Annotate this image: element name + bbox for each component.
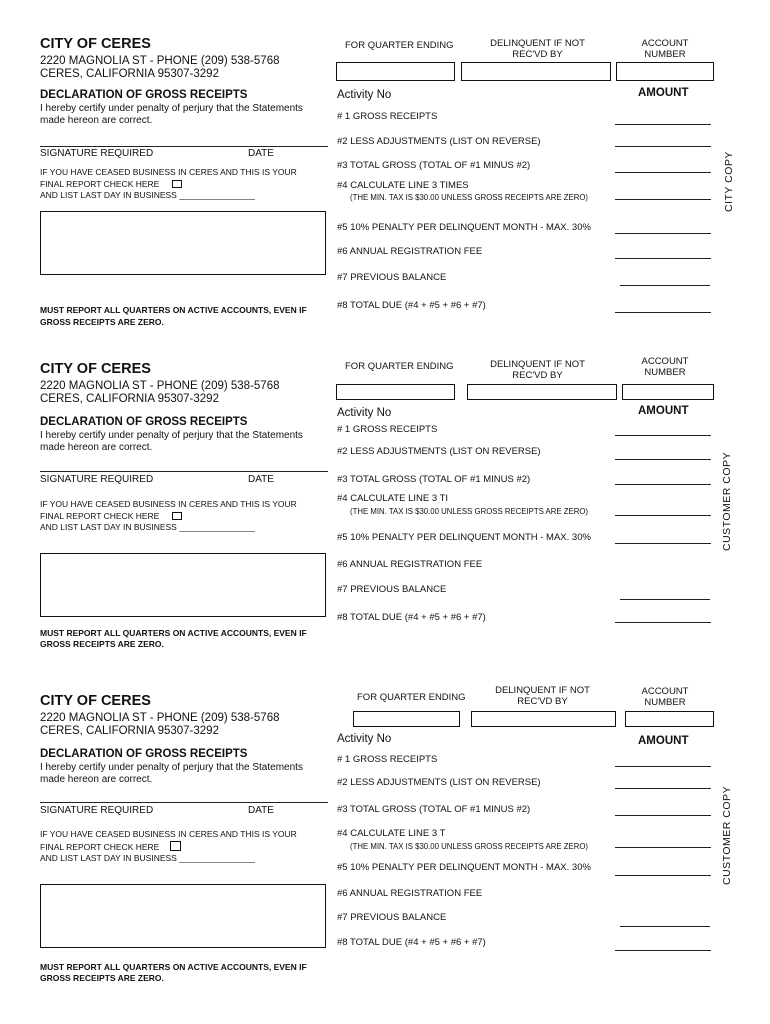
address-line-2: CERES, CALIFORNIA 95307-3292 <box>40 725 219 737</box>
copy-label: CUSTOMER COPY <box>721 785 733 885</box>
account-number-field[interactable] <box>625 711 714 727</box>
declaration-heading: DECLARATION OF GROSS RECEIPTS <box>40 748 248 760</box>
ceased-text-2: FINAL REPORT CHECK HERE <box>40 179 160 189</box>
delinquent-date-field[interactable] <box>467 384 617 400</box>
ceased-text-3: AND LIST LAST DAY IN BUSINESS ________________ <box>40 190 255 200</box>
account-number-field[interactable] <box>616 62 714 81</box>
signature-label: SIGNATURE REQUIRED <box>40 148 154 159</box>
quarter-ending-label: FOR QUARTER ENDING <box>345 40 454 51</box>
line-8-amount-field[interactable] <box>615 622 711 623</box>
ceased-text-3: AND LIST LAST DAY IN BUSINESS ________________ <box>40 853 255 863</box>
line-8-total-due: #8 TOTAL DUE (#4 + #5 + #6 + #7) <box>337 300 486 311</box>
line-5-penalty: #5 10% PENALTY PER DELINQUENT MONTH - MAX. 30% <box>337 532 591 543</box>
line-7-previous-balance: #7 PREVIOUS BALANCE <box>337 912 447 923</box>
activity-no-label: Activity No <box>337 89 392 101</box>
line-5-amount-field[interactable] <box>615 233 711 234</box>
delinquent-date-field[interactable] <box>461 62 611 81</box>
customer-copy-form-1 <box>0 325 770 660</box>
line-7-amount-field[interactable] <box>620 285 710 286</box>
delinquent-label-1: DELINQUENT IF NOT <box>490 359 585 370</box>
line-7-amount-field[interactable] <box>620 926 710 927</box>
delinquent-date-field[interactable] <box>471 711 616 727</box>
line-8-amount-field[interactable] <box>615 312 711 313</box>
signature-line[interactable] <box>40 802 328 803</box>
final-report-checkbox[interactable] <box>170 841 181 851</box>
quarter-ending-label: FOR QUARTER ENDING <box>357 692 466 703</box>
quarter-ending-field[interactable] <box>353 711 460 727</box>
final-report-checkbox[interactable] <box>172 512 182 520</box>
quarter-ending-field[interactable] <box>336 384 455 400</box>
certify-text-1: I hereby certify under penalty of perjury that the Statements <box>40 762 303 773</box>
must-report-text-2: GROSS RECEIPTS ARE ZERO. <box>40 639 164 649</box>
line-4-min-tax-note: (THE MIN. TAX IS $30.00 UNLESS GROSS RECEIPTS ARE ZERO) <box>350 842 589 851</box>
delinquent-label-1: DELINQUENT IF NOT <box>490 38 585 49</box>
line-4-min-tax-note: (THE MIN. TAX IS $30.00 UNLESS GROSS RECEIPTS ARE ZERO) <box>350 193 589 202</box>
address-line-1: 2220 MAGNOLIA ST - PHONE (209) 538-5768 <box>40 380 280 392</box>
line-5-penalty: #5 10% PENALTY PER DELINQUENT MONTH - MAX. 30% <box>337 222 591 233</box>
account-number-field[interactable] <box>622 384 714 400</box>
line-4-amount-field[interactable] <box>615 515 711 516</box>
certify-text-2: made hereon are correct. <box>40 774 153 785</box>
address-line-2: CERES, CALIFORNIA 95307-3292 <box>40 68 219 80</box>
line-6-registration-fee: #6 ANNUAL REGISTRATION FEE <box>337 888 483 899</box>
must-report-text-1: MUST REPORT ALL QUARTERS ON ACTIVE ACCOUNTS, EVEN IF <box>40 628 307 638</box>
line-8-total-due: #8 TOTAL DUE (#4 + #5 + #6 + #7) <box>337 612 486 623</box>
account-label-1: ACCOUNT <box>641 38 689 49</box>
certify-text-2: made hereon are correct. <box>40 442 153 453</box>
line-2-less-adjustments: #2 LESS ADJUSTMENTS (LIST ON REVERSE) <box>337 446 541 457</box>
activity-no-label: Activity No <box>337 407 392 419</box>
customer-copy-form-2 <box>0 657 770 992</box>
line-3-amount-field[interactable] <box>615 484 711 485</box>
ceased-text-2: FINAL REPORT CHECK HERE <box>40 842 160 852</box>
amount-header: AMOUNT <box>638 87 689 99</box>
signature-line[interactable] <box>40 146 328 147</box>
copy-label: CUSTOMER COPY <box>721 451 733 551</box>
copy-label: CITY COPY <box>723 151 735 212</box>
line-4-calculate: #4 CALCULATE LINE 3 TIMES <box>337 180 469 191</box>
line-1-gross-receipts: # 1 GROSS RECEIPTS <box>337 111 438 122</box>
address-line-1: 2220 MAGNOLIA ST - PHONE (209) 538-5768 <box>40 712 280 724</box>
date-label: DATE <box>248 148 274 159</box>
line-4-calculate: #4 CALCULATE LINE 3 TI <box>337 493 449 504</box>
line-1-gross-receipts: # 1 GROSS RECEIPTS <box>337 424 438 435</box>
line-7-amount-field[interactable] <box>620 599 710 600</box>
delinquent-label-2: REC'VD BY <box>517 696 568 707</box>
form-title: CITY OF CERES <box>40 361 151 377</box>
ceased-text-3: AND LIST LAST DAY IN BUSINESS ________________ <box>40 522 255 532</box>
ceased-text-2: FINAL REPORT CHECK HERE <box>40 511 160 521</box>
declaration-heading: DECLARATION OF GROSS RECEIPTS <box>40 416 248 428</box>
delinquent-label-1: DELINQUENT IF NOT <box>495 685 590 696</box>
date-label: DATE <box>248 474 274 485</box>
signature-line[interactable] <box>40 471 328 472</box>
address-line-1: 2220 MAGNOLIA ST - PHONE (209) 538-5768 <box>40 55 280 67</box>
line-1-gross-receipts: # 1 GROSS RECEIPTS <box>337 754 438 765</box>
form-title: CITY OF CERES <box>40 693 151 709</box>
ceased-text-1: IF YOU HAVE CEASED BUSINESS IN CERES AND THIS IS YOUR <box>40 167 297 177</box>
account-label-2: NUMBER <box>644 697 686 708</box>
business-info-box[interactable] <box>40 211 326 275</box>
activity-no-label: Activity No <box>337 733 392 745</box>
signature-label: SIGNATURE REQUIRED <box>40 474 154 485</box>
line-2-amount-field[interactable] <box>615 788 711 789</box>
line-1-amount-field[interactable] <box>615 124 711 125</box>
business-info-box[interactable] <box>40 884 326 948</box>
account-label-2: NUMBER <box>644 49 686 60</box>
line-4-amount-field[interactable] <box>615 847 711 848</box>
signature-label: SIGNATURE REQUIRED <box>40 805 154 816</box>
line-4-calculate: #4 CALCULATE LINE 3 T <box>337 828 446 839</box>
line-5-penalty: #5 10% PENALTY PER DELINQUENT MONTH - MAX. 30% <box>337 862 591 873</box>
line-3-total-gross: #3 TOTAL GROSS (TOTAL OF #1 MINUS #2) <box>337 804 531 815</box>
line-7-previous-balance: #7 PREVIOUS BALANCE <box>337 272 447 283</box>
must-report-text-2: GROSS RECEIPTS ARE ZERO. <box>40 973 164 983</box>
certify-text-2: made hereon are correct. <box>40 115 153 126</box>
amount-header: AMOUNT <box>638 735 689 747</box>
ceased-text-1: IF YOU HAVE CEASED BUSINESS IN CERES AND THIS IS YOUR <box>40 499 297 509</box>
delinquent-label-2: REC'VD BY <box>512 49 563 60</box>
amount-header: AMOUNT <box>638 405 689 417</box>
ceased-text-1: IF YOU HAVE CEASED BUSINESS IN CERES AND THIS IS YOUR <box>40 829 297 839</box>
line-2-less-adjustments: #2 LESS ADJUSTMENTS (LIST ON REVERSE) <box>337 777 541 788</box>
certify-text-1: I hereby certify under penalty of perjury that the Statements <box>40 103 303 114</box>
line-8-amount-field[interactable] <box>615 950 711 951</box>
line-5-amount-field[interactable] <box>615 875 711 876</box>
account-label-1: ACCOUNT <box>641 686 689 697</box>
line-2-less-adjustments: #2 LESS ADJUSTMENTS (LIST ON REVERSE) <box>337 136 541 147</box>
line-3-total-gross: #3 TOTAL GROSS (TOTAL OF #1 MINUS #2) <box>337 474 531 485</box>
must-report-text-1: MUST REPORT ALL QUARTERS ON ACTIVE ACCOUNTS, EVEN IF <box>40 305 307 315</box>
declaration-heading: DECLARATION OF GROSS RECEIPTS <box>40 89 248 101</box>
quarter-ending-label: FOR QUARTER ENDING <box>345 361 454 372</box>
line-3-amount-field[interactable] <box>615 172 711 173</box>
must-report-text-1: MUST REPORT ALL QUARTERS ON ACTIVE ACCOUNTS, EVEN IF <box>40 962 307 972</box>
line-8-total-due: #8 TOTAL DUE (#4 + #5 + #6 + #7) <box>337 937 486 948</box>
line-6-registration-fee: #6 ANNUAL REGISTRATION FEE <box>337 559 483 570</box>
business-info-box[interactable] <box>40 553 326 617</box>
line-3-total-gross: #3 TOTAL GROSS (TOTAL OF #1 MINUS #2) <box>337 160 531 171</box>
certify-text-1: I hereby certify under penalty of perjury that the Statements <box>40 430 303 441</box>
line-6-amount-field[interactable] <box>615 258 711 259</box>
date-label: DATE <box>248 805 274 816</box>
account-label-1: ACCOUNT <box>641 356 689 367</box>
form-title: CITY OF CERES <box>40 36 151 52</box>
line-2-amount-field[interactable] <box>615 459 711 460</box>
line-3-amount-field[interactable] <box>615 815 711 816</box>
city-copy-form <box>0 0 770 335</box>
line-5-amount-field[interactable] <box>615 543 711 544</box>
line-1-amount-field[interactable] <box>615 766 711 767</box>
account-label-2: NUMBER <box>644 367 686 378</box>
line-6-registration-fee: #6 ANNUAL REGISTRATION FEE <box>337 246 483 257</box>
must-report-text-2: GROSS RECEIPTS ARE ZERO. <box>40 317 164 327</box>
address-line-2: CERES, CALIFORNIA 95307-3292 <box>40 393 219 405</box>
line-1-amount-field[interactable] <box>615 435 711 436</box>
line-4-min-tax-note: (THE MIN. TAX IS $30.00 UNLESS GROSS RECEIPTS ARE ZERO) <box>350 507 589 516</box>
final-report-checkbox[interactable] <box>172 180 182 188</box>
delinquent-label-2: REC'VD BY <box>512 370 563 381</box>
line-4-amount-field[interactable] <box>615 199 711 200</box>
line-7-previous-balance: #7 PREVIOUS BALANCE <box>337 584 447 595</box>
quarter-ending-field[interactable] <box>336 62 455 81</box>
line-2-amount-field[interactable] <box>615 146 711 147</box>
